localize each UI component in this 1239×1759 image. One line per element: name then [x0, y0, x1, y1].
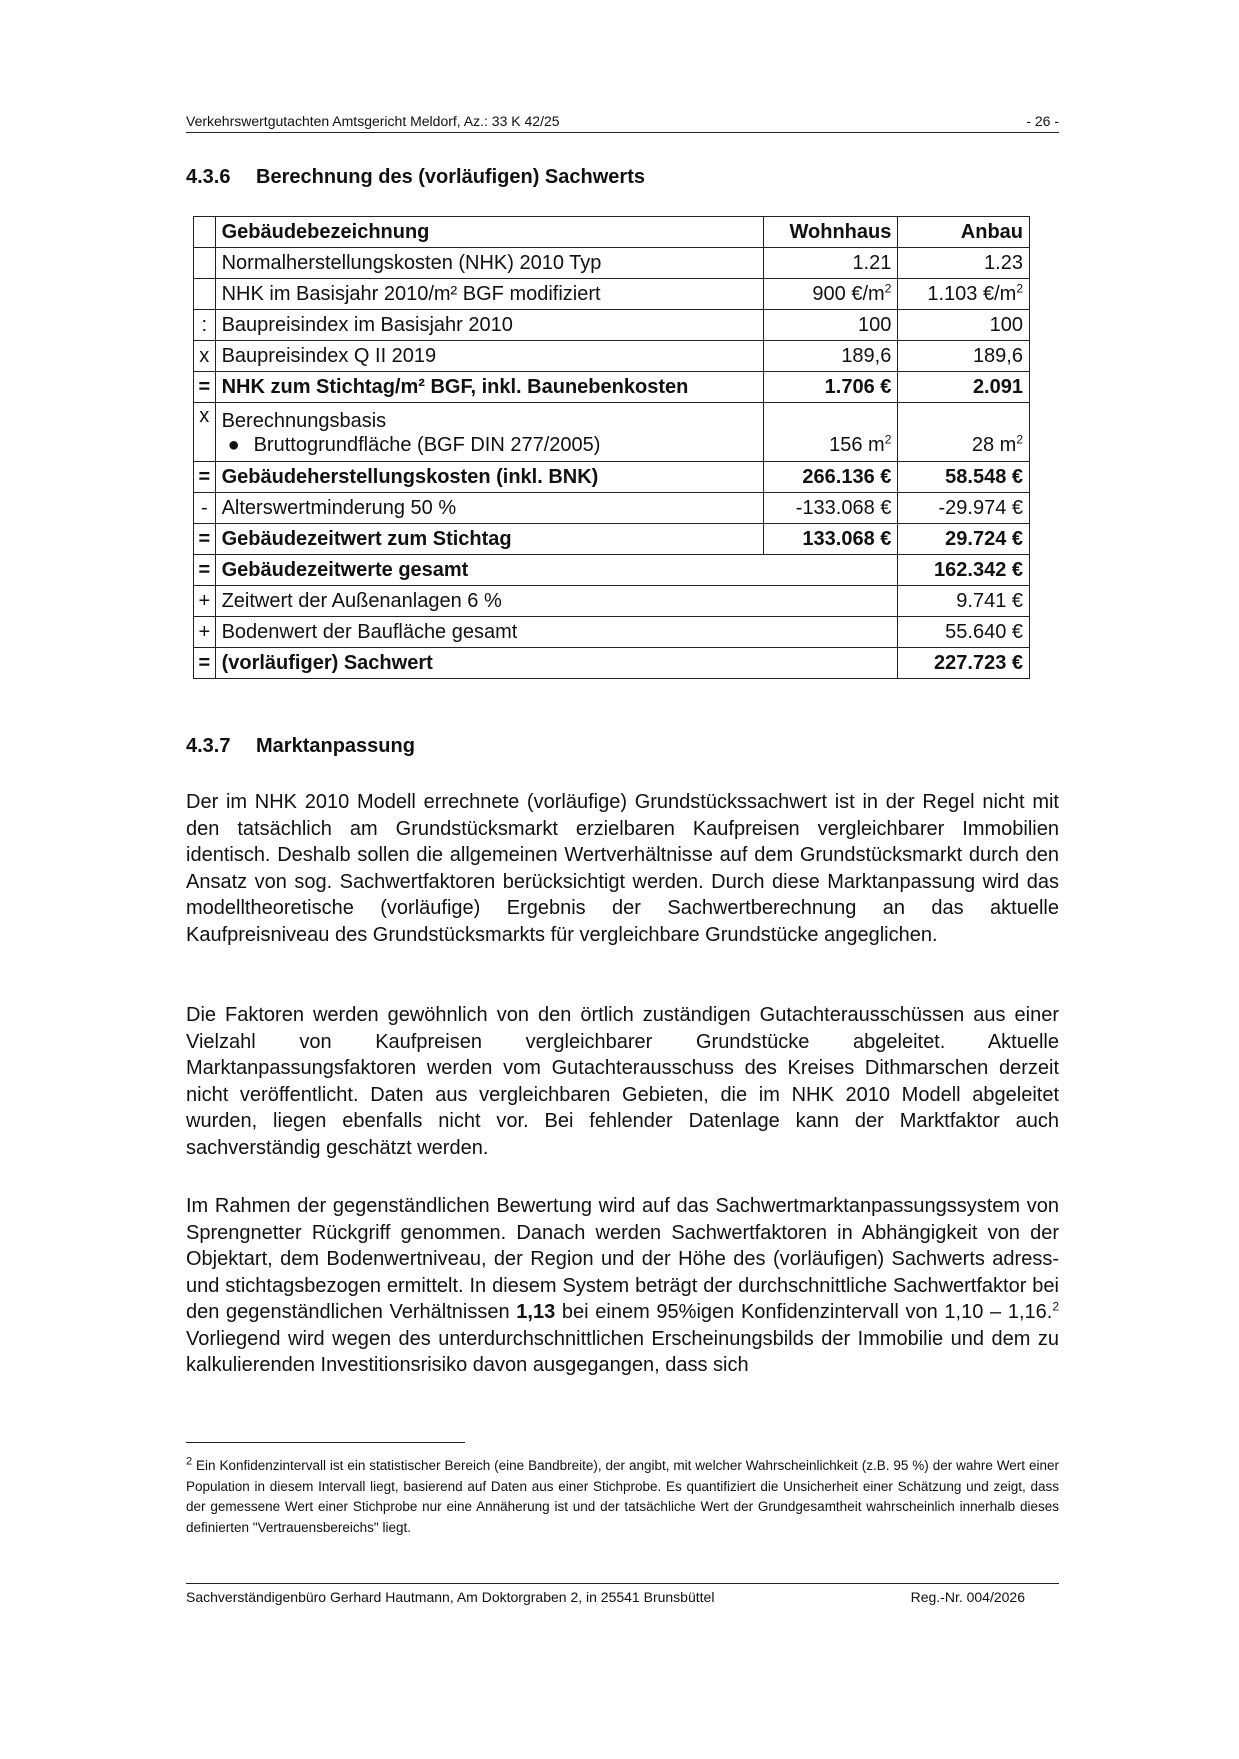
row-label-sub: ● Bruttogrundfläche (BGF DIN 277/2005)	[227, 434, 601, 456]
row-value-anbau: 100	[898, 310, 1030, 341]
footer-registration: Reg.-Nr. 004/2026	[910, 1589, 1025, 1605]
row-value-anbau: 1.23	[898, 248, 1030, 279]
row-value-wohnhaus: 100	[763, 310, 898, 341]
row-label: Gebäudeherstellungskosten (inkl. BNK)	[215, 462, 763, 493]
row-label: Zeitwert der Außenanlagen 6 %	[215, 586, 898, 617]
row-value-anbau: 2.091	[898, 372, 1030, 403]
row-value-total: 9.741 €	[898, 586, 1030, 617]
table-row	[194, 462, 1030, 493]
row-label: Normalherstellungskosten (NHK) 2010 Typ	[215, 248, 763, 279]
row-value-anbau: 29.724 €	[898, 524, 1030, 555]
table-row	[194, 248, 1030, 279]
row-operator	[194, 279, 216, 310]
row-label: Gebäudezeitwerte gesamt	[215, 555, 898, 586]
row-label: Baupreisindex Q II 2019	[215, 341, 763, 372]
row-operator: x	[194, 341, 216, 372]
row-operator: =	[194, 462, 216, 493]
row-value-wohnhaus: 1.21	[763, 248, 898, 279]
section-heading-marktanpassung	[186, 735, 415, 758]
table-row	[194, 279, 1030, 310]
footer-address: Sachverständigenbüro Gerhard Hautmann, Am Doktorgraben 2, in 25541 Brunsbüttel	[186, 1589, 715, 1605]
table-row	[194, 341, 1030, 372]
page-header	[186, 112, 1059, 133]
column-header-label: Gebäudebezeichnung	[215, 217, 763, 248]
row-operator	[194, 248, 216, 279]
column-header-wohnhaus: Wohnhaus	[763, 217, 898, 248]
row-label: Bodenwert der Baufläche gesamt	[215, 617, 898, 648]
row-value-wohnhaus: -133.068 €	[763, 493, 898, 524]
page-footer	[186, 1583, 1059, 1606]
row-value-anbau: 189,6	[898, 341, 1030, 372]
footnote-mark: 2	[186, 1455, 193, 1468]
header-case-reference: Verkehrswertgutachten Amtsgericht Meldorf, Az.: 33 K 42/25	[186, 113, 560, 129]
paragraph-3: Im Rahmen der gegenständlichen Bewertung wird auf das Sachwertmarktanpassungssystem von Sprengnetter Rückgriff genommen. Danach werden Sachwertfaktoren in Abhängigkeit von der Objektart, dem Bodenwertniveau, der Region und der Höhe des (vorläufigen) Sachwerts adress- und stichtagsbezogen ermittelt. In diesem System beträgt der durchschnittliche Sachwertfaktor bei den gegenständlichen Verhältnissen 1,13 bei einem 95%igen Konfidenzintervall von 1,10 – 1,16.$^2$ Vorliegend wird wegen des unterdurchschnittlichen Erscheinungsbilds der Immobilie und dem zu kalkulierenden Investitionsrisiko davon ausgegangen, dass sich	[186, 1195, 1059, 1376]
row-value-anbau: 1.103 $€/m^2$	[898, 279, 1030, 310]
row-value-wohnhaus: 900 $€/m^2$	[763, 279, 898, 310]
row-value-wohnhaus: 266.136 €	[763, 462, 898, 493]
row-operator: +	[194, 586, 216, 617]
row-value-total: 227.723 €	[898, 648, 1030, 679]
section-heading-sachwert	[186, 166, 645, 189]
row-operator: +	[194, 617, 216, 648]
row-operator: -	[194, 493, 216, 524]
section-number: 4.3.6	[186, 166, 231, 188]
table-cell	[194, 217, 216, 248]
footnote-reference: 2	[1052, 1299, 1059, 1314]
row-label: Alterswertminderung 50 %	[215, 493, 763, 524]
table-row	[194, 555, 1030, 586]
row-operator: =	[194, 648, 216, 679]
section-title: Berechnung des (vorläufigen) Sachwerts	[256, 166, 645, 188]
row-value-wohnhaus: 156 $m^2$	[763, 403, 898, 462]
page-number: - 26 -	[1026, 113, 1059, 129]
row-label	[215, 403, 763, 462]
section-number: 4.3.7	[186, 735, 231, 757]
footnote-divider	[186, 1442, 465, 1443]
table-row	[194, 310, 1030, 341]
sachwertfaktor-value: 1,13	[516, 1301, 556, 1323]
row-operator: x	[194, 403, 216, 462]
table-row	[194, 648, 1030, 679]
row-operator: =	[194, 524, 216, 555]
row-label: (vorläufiger) Sachwert	[215, 648, 898, 679]
sachwert-table	[193, 216, 1030, 679]
row-label: NHK im Basisjahr 2010/m² BGF modifiziert	[215, 279, 763, 310]
table-row	[194, 586, 1030, 617]
row-label: Baupreisindex im Basisjahr 2010	[215, 310, 763, 341]
paragraph-1: Der im NHK 2010 Modell errechnete (vorläufige) Grundstückssachwert ist in der Regel nicht mit den tatsächlich am Grundstücksmarkt erzielbaren Kaufpreisen vergleichbarer Immobilien identisch. Deshalb sollen die allgemeinen Wertverhältnisse auf dem Grundstücksmarkt durch den Ansatz von sog. Sachwertfaktoren berücksichtigt werden. Durch diese Marktanpassung wird das modelltheoretische (vorläufige) Ergebnis der Sachwertberechnung an das aktuelle Kaufpreisniveau des Grundstücksmarkts für vergleichbare Grundstücke angeglichen.	[186, 791, 1059, 946]
row-value-wohnhaus: 133.068 €	[763, 524, 898, 555]
bullet-icon: ●	[227, 434, 240, 456]
row-label: Gebäudezeitwert zum Stichtag	[215, 524, 763, 555]
row-value-anbau: -29.974 €	[898, 493, 1030, 524]
row-label: NHK zum Stichtag/m² BGF, inkl. Baunebenkosten	[215, 372, 763, 403]
row-label-main: Berechnungsbasis	[221, 410, 387, 432]
table-row	[194, 524, 1030, 555]
row-value-anbau: 28 $m^2$	[898, 403, 1030, 462]
row-operator: =	[194, 555, 216, 586]
row-value-total: 55.640 €	[898, 617, 1030, 648]
row-value-anbau: 58.548 €	[898, 462, 1030, 493]
table-row	[194, 372, 1030, 403]
table-row	[194, 493, 1030, 524]
footnote: $^2$ Ein Konfidenzintervall ist ein statistischer Bereich (eine Bandbreite), der angibt, mit welcher Wahrscheinlichkeit (z.B. 95 %) der wahre Wert einer Population in diesem Intervall liegt, basierend auf Daten aus einer Stichprobe. Es quantifiziert die Unsicherheit einer Schätzung und zeigt, dass der gemessene Wert einer Stichprobe nur eine Annäherung ist und der tatsächliche Wert der Grundgesamtheit wahrscheinlich innerhalb dieses definierten "Vertrauensbereichs" liegt.	[186, 1455, 1059, 1535]
table-header-row	[194, 217, 1030, 248]
row-operator: =	[194, 372, 216, 403]
section-title: Marktanpassung	[256, 735, 415, 757]
column-header-anbau: Anbau	[898, 217, 1030, 248]
row-operator: :	[194, 310, 216, 341]
paragraph-2: Die Faktoren werden gewöhnlich von den örtlich zuständigen Gutachterausschüssen aus einer Vielzahl von Kaufpreisen vergleichbarer Grundstücke abgeleitet. Aktuelle Marktanpassungsfaktoren werden vom Gutachterausschuss des Kreises Dithmarschen derzeit nicht veröffentlicht. Daten aus vergleichbaren Gebieten, die im NHK 2010 Modell abgeleitet wurden, liegen ebenfalls nicht vor. Bei fehlender Datenlage kann der Marktfaktor auch sachverständig geschätzt werden.	[186, 1004, 1059, 1159]
row-value-wohnhaus: 1.706 €	[763, 372, 898, 403]
table-row	[194, 403, 1030, 462]
table-row	[194, 617, 1030, 648]
row-value-total: 162.342 €	[898, 555, 1030, 586]
row-value-wohnhaus: 189,6	[763, 341, 898, 372]
